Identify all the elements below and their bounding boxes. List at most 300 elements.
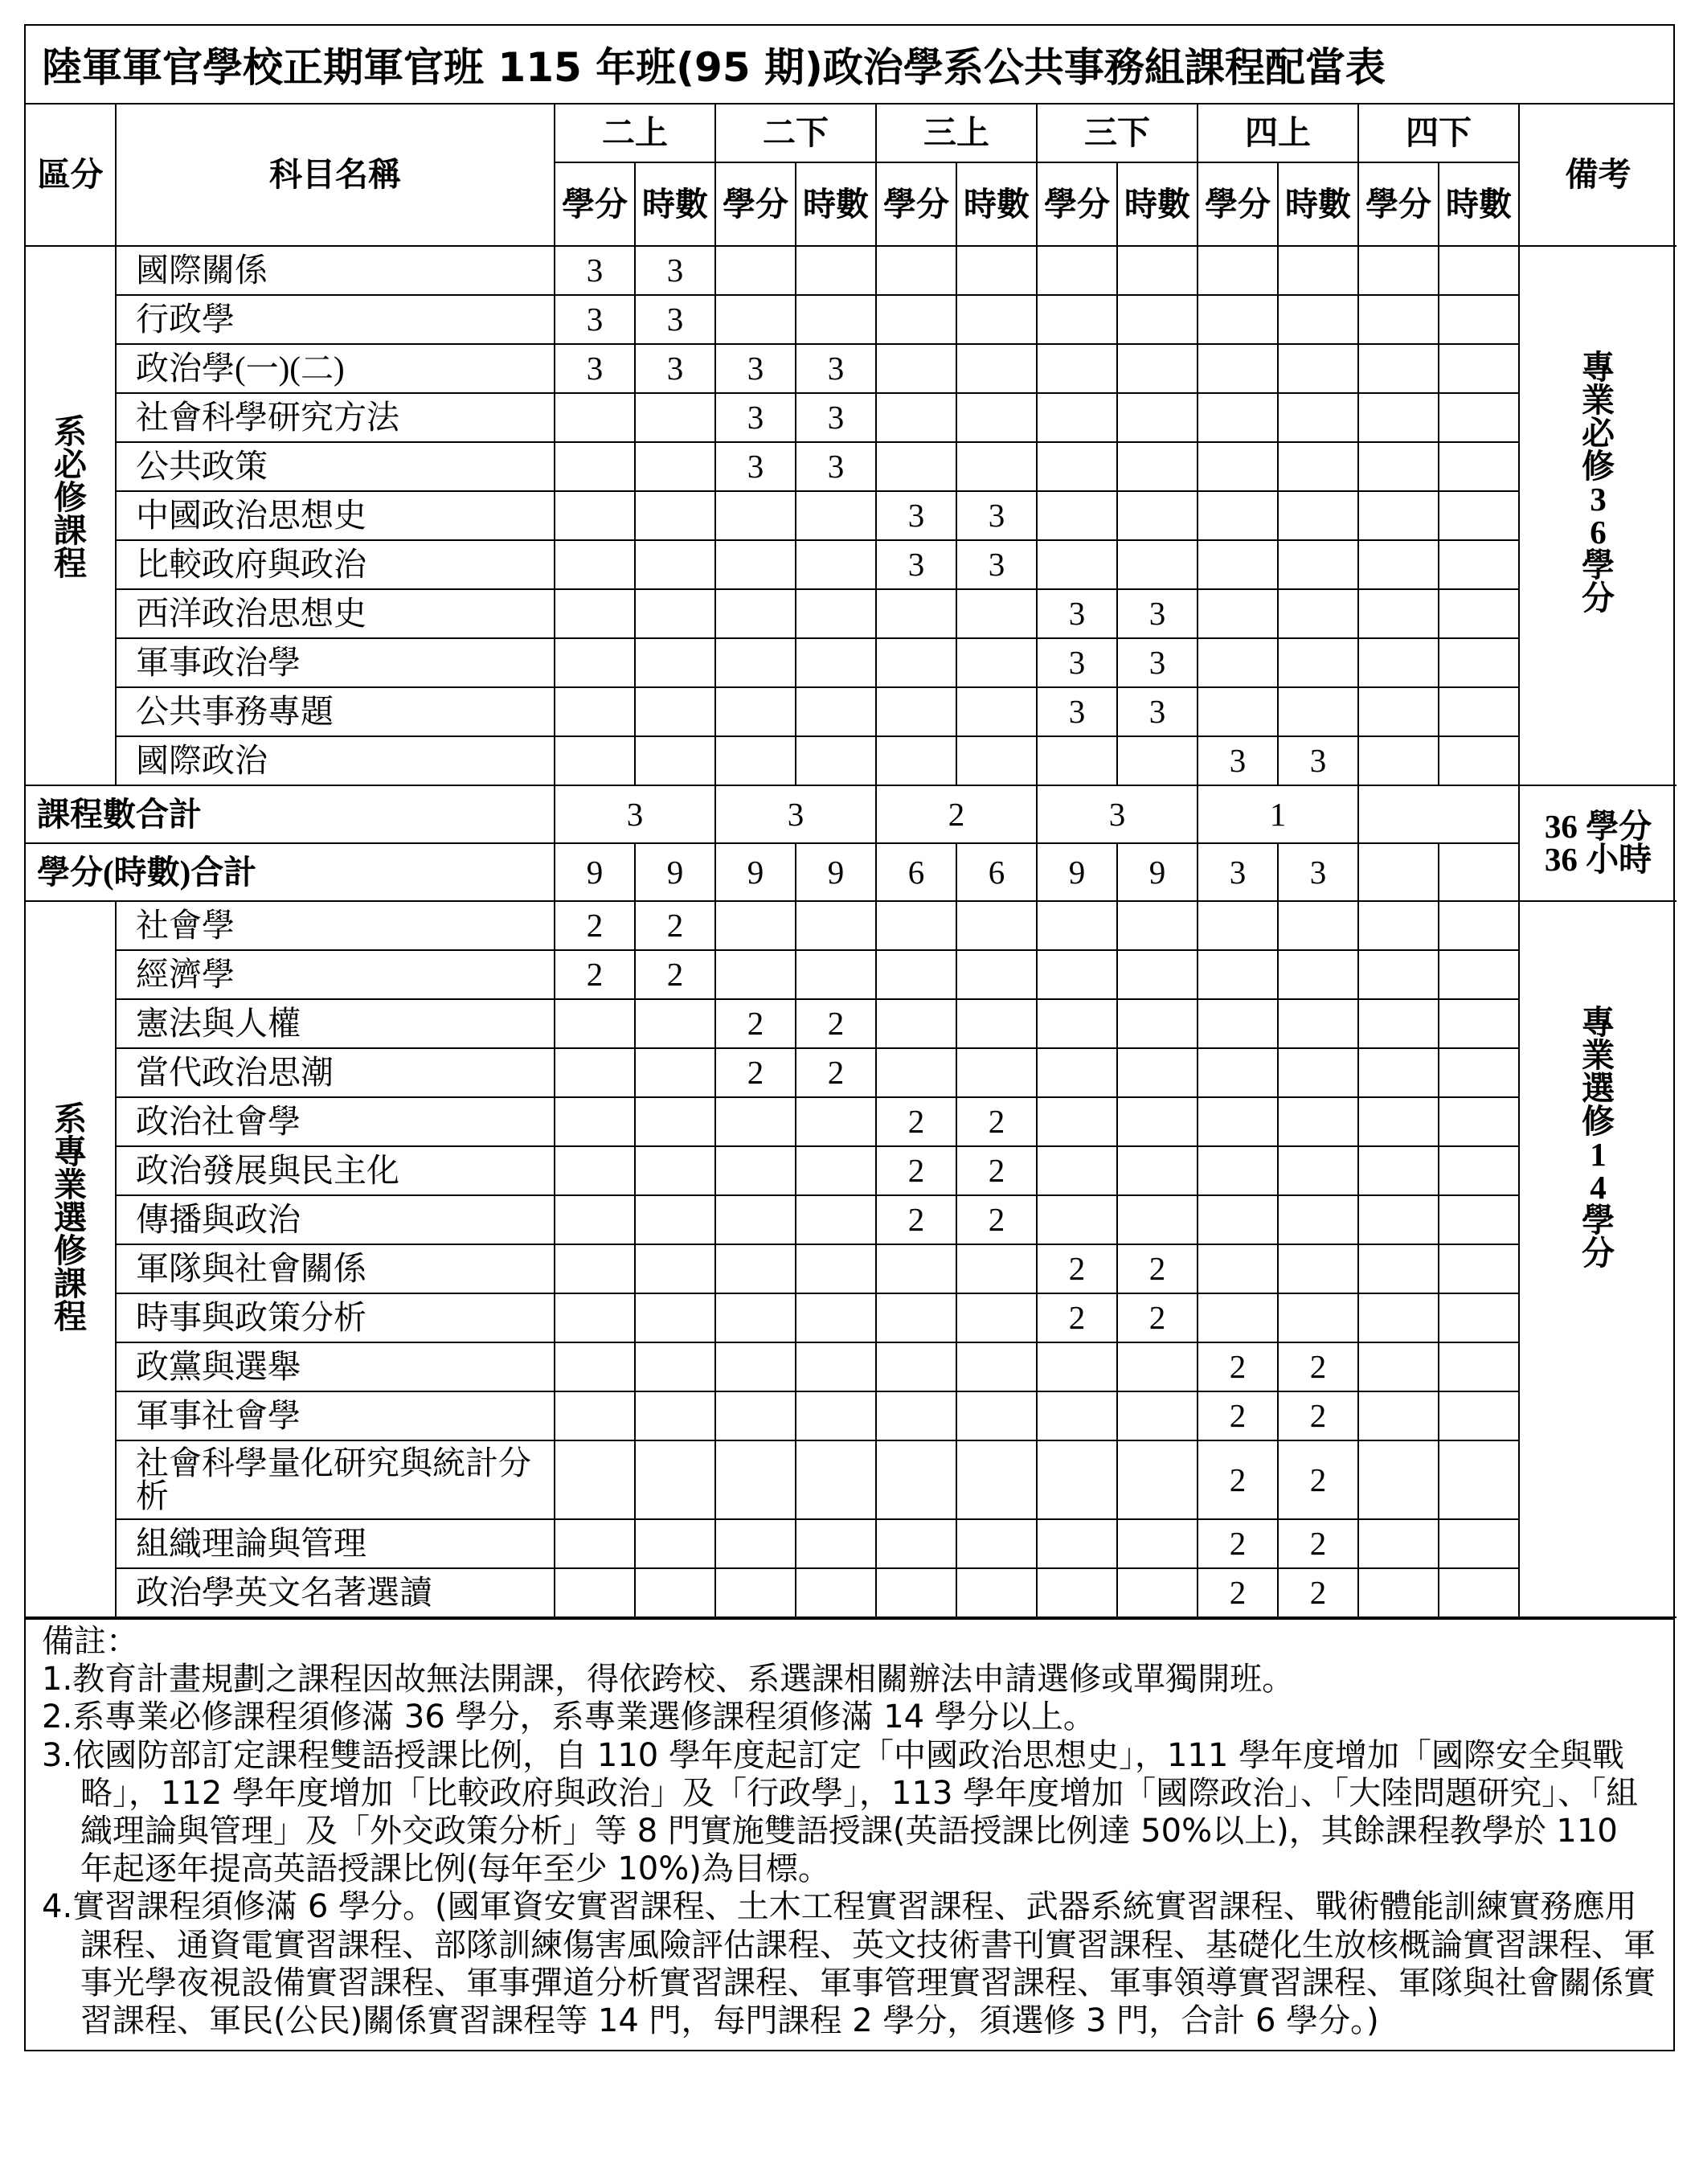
credit-cell <box>1358 950 1439 999</box>
hours-cell <box>1117 295 1198 344</box>
course-name: 時事與政策分析 <box>116 1293 555 1342</box>
credit-cell <box>715 589 796 638</box>
credit-cell: 2 <box>1037 1293 1117 1342</box>
credit-cell <box>1198 1146 1278 1195</box>
credit-total-cell <box>1358 843 1439 901</box>
hours-total-cell: 3 <box>1278 843 1358 901</box>
credit-cell: 2 <box>555 901 635 950</box>
hours-cell <box>796 687 876 736</box>
hours-cell <box>796 1244 876 1293</box>
vertical-char: 程 <box>54 545 87 582</box>
vertical-char: 1 <box>1590 1136 1607 1173</box>
course-name: 組織理論與管理 <box>116 1519 555 1568</box>
hours-cell <box>956 638 1037 687</box>
credit-cell <box>715 1519 796 1568</box>
course-name: 行政學 <box>116 295 555 344</box>
credit-cell <box>876 246 956 295</box>
credit-cell <box>715 1342 796 1391</box>
hours-cell <box>1439 901 1519 950</box>
hours-cell <box>635 442 715 491</box>
credit-cell: 2 <box>715 1048 796 1097</box>
hours-cell <box>1117 1440 1198 1519</box>
hours-cell <box>1439 589 1519 638</box>
hours-cell <box>1439 1244 1519 1293</box>
credit-cell <box>1037 442 1117 491</box>
hours-cell <box>1439 736 1519 785</box>
hours-cell <box>1439 1342 1519 1391</box>
hours-cell <box>1439 638 1519 687</box>
hours-cell: 3 <box>796 344 876 393</box>
hours-cell <box>1439 1195 1519 1244</box>
course-count-label: 課程數合計 <box>26 785 555 843</box>
credit-cell: 2 <box>876 1097 956 1146</box>
credit-cell: 2 <box>1198 1519 1278 1568</box>
credit-cell <box>1037 1568 1117 1617</box>
course-count-value: 3 <box>715 785 876 843</box>
hours-cell <box>1439 950 1519 999</box>
hours-cell <box>796 540 876 589</box>
credit-cell <box>555 1440 635 1519</box>
credit-cell: 3 <box>715 344 796 393</box>
hours-cell: 3 <box>1117 589 1198 638</box>
credit-cell: 3 <box>1198 736 1278 785</box>
credit-cell <box>1358 1293 1439 1342</box>
hours-cell <box>796 901 876 950</box>
course-name: 國際關係 <box>116 246 555 295</box>
credit-cell <box>555 1568 635 1617</box>
credit-cell <box>555 1391 635 1440</box>
credit-cell <box>876 344 956 393</box>
credit-cell <box>1198 1195 1278 1244</box>
hours-cell <box>1117 344 1198 393</box>
vertical-char: 專 <box>54 1133 87 1170</box>
credit-cell <box>715 1195 796 1244</box>
credit-cell <box>876 999 956 1048</box>
course-name: 社會科學量化研究與統計分析 <box>116 1440 555 1519</box>
vertical-char: 業 <box>1582 382 1615 419</box>
credit-cell <box>1037 1342 1117 1391</box>
credit-total-cell: 9 <box>555 843 635 901</box>
course-name: 軍隊與社會關係 <box>116 1244 555 1293</box>
header-hours: 時數 <box>1117 162 1198 246</box>
hours-cell: 3 <box>1117 638 1198 687</box>
hours-cell <box>796 491 876 540</box>
hours-cell <box>1117 246 1198 295</box>
hours-cell <box>1278 246 1358 295</box>
hours-cell <box>1117 491 1198 540</box>
hours-cell <box>1278 638 1358 687</box>
vertical-char: 修 <box>1582 1103 1615 1140</box>
header-course: 科目名稱 <box>116 104 555 246</box>
credit-cell <box>1198 344 1278 393</box>
credit-cell <box>1037 344 1117 393</box>
vertical-char: 學 <box>1582 1202 1615 1239</box>
course-name: 國際政治 <box>116 736 555 785</box>
credit-cell <box>1358 491 1439 540</box>
credit-cell: 2 <box>1198 1568 1278 1617</box>
hours-cell <box>956 736 1037 785</box>
credit-cell <box>715 295 796 344</box>
credit-cell <box>1358 1195 1439 1244</box>
credit-cell <box>555 491 635 540</box>
vertical-char: 課 <box>54 1265 87 1302</box>
hours-cell <box>1278 295 1358 344</box>
hours-cell <box>796 1391 876 1440</box>
hours-cell: 3 <box>956 540 1037 589</box>
credit-cell <box>1037 1195 1117 1244</box>
total-credits: 36 學分 <box>1544 808 1652 845</box>
hours-cell: 2 <box>1278 1391 1358 1440</box>
vertical-char: 修 <box>54 479 87 516</box>
hours-cell <box>1117 1048 1198 1097</box>
credit-cell <box>555 1342 635 1391</box>
hours-cell <box>1278 442 1358 491</box>
course-name: 社會科學研究方法 <box>116 393 555 442</box>
credit-cell <box>555 999 635 1048</box>
credit-cell <box>876 638 956 687</box>
hours-cell: 2 <box>1117 1244 1198 1293</box>
header-hours: 時數 <box>956 162 1037 246</box>
hours-cell <box>956 246 1037 295</box>
credit-cell <box>715 1440 796 1519</box>
hours-cell <box>956 901 1037 950</box>
hours-cell <box>1117 999 1198 1048</box>
vertical-char: 修 <box>1582 448 1615 485</box>
header-credit: 學分 <box>876 162 956 246</box>
course-name: 公共事務專題 <box>116 687 555 736</box>
credit-cell <box>1037 1440 1117 1519</box>
elective-remark <box>1519 901 1677 1617</box>
hours-cell <box>1439 295 1519 344</box>
header-credit: 學分 <box>1198 162 1278 246</box>
hours-cell <box>956 295 1037 344</box>
credit-cell <box>1037 950 1117 999</box>
credit-cell <box>1358 540 1439 589</box>
credit-cell <box>1358 1391 1439 1440</box>
credit-cell <box>1198 950 1278 999</box>
credit-cell <box>555 1195 635 1244</box>
hours-cell <box>956 1244 1037 1293</box>
credit-cell <box>1358 1519 1439 1568</box>
credit-cell <box>1198 540 1278 589</box>
credit-cell <box>1358 1568 1439 1617</box>
credit-cell <box>1358 1097 1439 1146</box>
hours-cell <box>635 1391 715 1440</box>
hours-cell: 3 <box>956 491 1037 540</box>
note-item: 1.教育計畫規劃之課程因故無法開課，得依跨校、系選課相關辦法申請選修或單獨開班。 <box>42 1661 1295 1698</box>
hours-cell <box>1439 491 1519 540</box>
hours-cell <box>796 1519 876 1568</box>
hours-total-cell <box>1439 843 1519 901</box>
credit-cell: 2 <box>1198 1440 1278 1519</box>
header-credit: 學分 <box>715 162 796 246</box>
hours-cell: 2 <box>1278 1342 1358 1391</box>
hours-total-cell: 9 <box>796 843 876 901</box>
hours-cell <box>1278 1048 1358 1097</box>
credit-cell <box>1358 295 1439 344</box>
credit-total-label: 學分(時數)合計 <box>26 843 555 901</box>
hours-cell <box>635 1097 715 1146</box>
credit-cell <box>1198 1293 1278 1342</box>
hours-cell <box>635 1440 715 1519</box>
vertical-char: 4 <box>1590 1169 1607 1206</box>
vertical-char: 必 <box>1582 415 1615 452</box>
credit-total-cell: 6 <box>876 843 956 901</box>
header-hours: 時數 <box>796 162 876 246</box>
vertical-char: 業 <box>1582 1037 1615 1074</box>
credit-cell <box>1358 687 1439 736</box>
credit-cell <box>1037 246 1117 295</box>
credit-total-cell: 3 <box>1198 843 1278 901</box>
hours-cell <box>796 1568 876 1617</box>
credit-cell <box>1198 687 1278 736</box>
credit-cell: 3 <box>555 246 635 295</box>
hours-cell <box>635 589 715 638</box>
header-hours: 時數 <box>1278 162 1358 246</box>
hours-cell <box>1117 393 1198 442</box>
required-remark <box>1519 246 1677 785</box>
hours-cell <box>1117 1097 1198 1146</box>
hours-cell <box>1117 1342 1198 1391</box>
hours-cell: 3 <box>635 246 715 295</box>
hours-cell: 2 <box>1278 1440 1358 1519</box>
vertical-char: 系 <box>54 1100 87 1137</box>
hours-cell <box>1439 246 1519 295</box>
total-remark <box>1519 785 1677 901</box>
credit-cell <box>1358 246 1439 295</box>
hours-cell <box>796 295 876 344</box>
credit-cell <box>1037 1146 1117 1195</box>
credit-cell <box>555 393 635 442</box>
hours-cell <box>1439 1048 1519 1097</box>
course-name: 經濟學 <box>116 950 555 999</box>
hours-cell <box>956 950 1037 999</box>
vertical-char: 學 <box>1582 547 1615 584</box>
hours-cell: 2 <box>635 950 715 999</box>
credit-cell <box>1198 901 1278 950</box>
hours-cell <box>956 589 1037 638</box>
hours-cell <box>1278 1195 1358 1244</box>
hours-cell <box>796 736 876 785</box>
hours-cell <box>796 1146 876 1195</box>
hours-cell <box>1278 999 1358 1048</box>
credit-cell <box>1198 999 1278 1048</box>
hours-total-cell: 6 <box>956 843 1037 901</box>
hours-cell <box>1439 442 1519 491</box>
course-name: 政治社會學 <box>116 1097 555 1146</box>
credit-cell <box>715 1391 796 1440</box>
credit-total-cell: 9 <box>1037 843 1117 901</box>
header-semester: 四上 <box>1198 104 1358 162</box>
course-name: 傳播與政治 <box>116 1195 555 1244</box>
hours-cell <box>796 638 876 687</box>
credit-cell <box>715 246 796 295</box>
vertical-char: 分 <box>1582 580 1615 617</box>
credit-cell: 3 <box>555 295 635 344</box>
credit-cell: 3 <box>876 491 956 540</box>
credit-cell <box>1358 344 1439 393</box>
hours-cell <box>1439 540 1519 589</box>
vertical-char: 3 <box>1590 481 1607 518</box>
credit-cell <box>1198 295 1278 344</box>
hours-cell <box>1117 1195 1198 1244</box>
credit-cell: 2 <box>876 1195 956 1244</box>
hours-cell: 2 <box>956 1097 1037 1146</box>
course-count-value: 2 <box>876 785 1037 843</box>
hours-cell <box>1439 1568 1519 1617</box>
hours-total-cell: 9 <box>635 843 715 901</box>
credit-cell <box>715 1097 796 1146</box>
hours-cell: 2 <box>1278 1519 1358 1568</box>
credit-cell <box>555 442 635 491</box>
credit-cell <box>1198 1244 1278 1293</box>
required-category <box>26 246 116 785</box>
header-credit: 學分 <box>1358 162 1439 246</box>
header-hours: 時數 <box>1439 162 1519 246</box>
hours-cell <box>956 1391 1037 1440</box>
hours-cell: 3 <box>635 295 715 344</box>
credit-cell <box>1358 638 1439 687</box>
hours-cell <box>1117 1568 1198 1617</box>
credit-cell <box>1198 393 1278 442</box>
hours-cell <box>635 1146 715 1195</box>
hours-cell <box>1117 540 1198 589</box>
hours-cell <box>635 1048 715 1097</box>
credit-cell <box>555 1293 635 1342</box>
hours-cell <box>1278 1293 1358 1342</box>
credit-cell <box>876 1244 956 1293</box>
hours-cell <box>1117 442 1198 491</box>
header-semester: 三上 <box>876 104 1037 162</box>
credit-cell <box>555 1146 635 1195</box>
hours-cell <box>1278 491 1358 540</box>
hours-cell <box>1278 589 1358 638</box>
course-count-value: 3 <box>1037 785 1198 843</box>
hours-cell <box>1439 1440 1519 1519</box>
hours-cell <box>635 736 715 785</box>
hours-cell <box>956 1342 1037 1391</box>
credit-cell <box>555 540 635 589</box>
credit-cell <box>1037 540 1117 589</box>
course-name: 政黨與選舉 <box>116 1342 555 1391</box>
hours-cell <box>1117 950 1198 999</box>
credit-cell <box>715 1146 796 1195</box>
hours-cell: 2 <box>796 1048 876 1097</box>
credit-cell <box>1037 491 1117 540</box>
hours-cell <box>1117 1519 1198 1568</box>
note-item: 2.系專業必修課程須修滿 36 學分，系專業選修課程須修滿 14 學分以上。 <box>42 1698 1095 1736</box>
hours-cell <box>956 999 1037 1048</box>
hours-total-cell: 9 <box>1117 843 1198 901</box>
credit-cell <box>715 1244 796 1293</box>
hours-cell <box>1278 1146 1358 1195</box>
credit-cell <box>1358 901 1439 950</box>
hours-cell <box>635 393 715 442</box>
credit-cell <box>876 687 956 736</box>
hours-cell <box>1278 540 1358 589</box>
credit-cell <box>876 950 956 999</box>
course-name: 公共政策 <box>116 442 555 491</box>
credit-cell <box>1198 442 1278 491</box>
vertical-char: 選 <box>54 1199 87 1236</box>
hours-cell <box>796 950 876 999</box>
credit-cell: 3 <box>1037 687 1117 736</box>
hours-cell <box>1278 1097 1358 1146</box>
course-count-value <box>1358 785 1519 843</box>
note-item: 3.依國防部訂定課程雙語授課比例，自 110 學年度起訂定「中國政治思想史」，111 學年度增加「國際安全與戰略」，112 學年度增加「比較政府與政治」及「行政學」，113 學年度增加「國際政治」、「大陸問題研究」、「組織理論與管理」及「外交政策分析」等 8 門實施雙語授課(英語授課比例達 50%以上)，其餘課程教學於 110 年起逐年提高英語授課比例(每年至少 10%)為目標。 <box>42 1736 1639 1888</box>
course-name: 軍事政治學 <box>116 638 555 687</box>
credit-cell <box>715 950 796 999</box>
vertical-char: 專 <box>1582 349 1615 386</box>
curriculum-table <box>26 104 1677 1618</box>
credit-cell <box>555 589 635 638</box>
credit-cell <box>876 736 956 785</box>
credit-cell <box>1198 246 1278 295</box>
notes-heading: 備註： <box>42 1623 138 1660</box>
hours-cell <box>796 246 876 295</box>
hours-cell <box>635 491 715 540</box>
credit-cell <box>876 1440 956 1519</box>
credit-cell: 3 <box>555 344 635 393</box>
credit-cell <box>715 540 796 589</box>
hours-cell <box>1439 1146 1519 1195</box>
vertical-char: 必 <box>54 446 87 483</box>
credit-cell <box>876 589 956 638</box>
notes-section <box>26 1618 1673 2050</box>
credit-cell <box>1358 393 1439 442</box>
credit-cell <box>876 1519 956 1568</box>
vertical-char: 業 <box>54 1166 87 1203</box>
vertical-char: 課 <box>54 512 87 549</box>
header-semester: 二下 <box>715 104 876 162</box>
credit-cell <box>1037 1391 1117 1440</box>
hours-cell: 2 <box>956 1195 1037 1244</box>
hours-cell <box>1439 1391 1519 1440</box>
hours-cell <box>635 999 715 1048</box>
credit-cell <box>555 1244 635 1293</box>
credit-cell <box>715 491 796 540</box>
credit-cell <box>1358 736 1439 785</box>
hours-cell <box>1439 393 1519 442</box>
course-name: 政治發展與民主化 <box>116 1146 555 1195</box>
hours-cell <box>956 1519 1037 1568</box>
header-credit: 學分 <box>1037 162 1117 246</box>
hours-cell: 2 <box>635 901 715 950</box>
hours-cell: 2 <box>1117 1293 1198 1342</box>
credit-cell: 2 <box>876 1146 956 1195</box>
note-item: 4.實習課程須修滿 6 學分。(國軍資安實習課程、土木工程實習課程、武器系統實習課程、戰術體能訓練實務應用課程、通資電實習課程、部隊訓練傷害風險評估課程、英文技術書刊實習課程、基礎化生放核概論實習課程、軍事光學夜視設備實習課程、軍事彈道分析實習課程、軍事管理實習課程、軍事領導實習課程、軍隊與社會關係實習課程、軍民(公民)關係實習課程等 14 門，每門課程 2 學分，須選修 3 門，合計 6 學分。) <box>42 1888 1656 2039</box>
hours-cell <box>635 1568 715 1617</box>
hours-cell <box>1278 687 1358 736</box>
hours-cell <box>1278 344 1358 393</box>
credit-cell <box>876 393 956 442</box>
hours-cell <box>956 1440 1037 1519</box>
vertical-char: 系 <box>54 413 87 450</box>
credit-cell <box>1358 1342 1439 1391</box>
hours-cell <box>1278 901 1358 950</box>
credit-total-cell: 9 <box>715 843 796 901</box>
hours-cell <box>1439 1097 1519 1146</box>
hours-cell <box>796 1195 876 1244</box>
hours-cell <box>796 1293 876 1342</box>
vertical-char: 6 <box>1590 514 1607 551</box>
credit-cell <box>1358 442 1439 491</box>
header-semester: 二上 <box>555 104 715 162</box>
credit-cell <box>1358 1440 1439 1519</box>
hours-cell <box>635 687 715 736</box>
hours-cell <box>635 1342 715 1391</box>
vertical-char: 程 <box>54 1298 87 1335</box>
